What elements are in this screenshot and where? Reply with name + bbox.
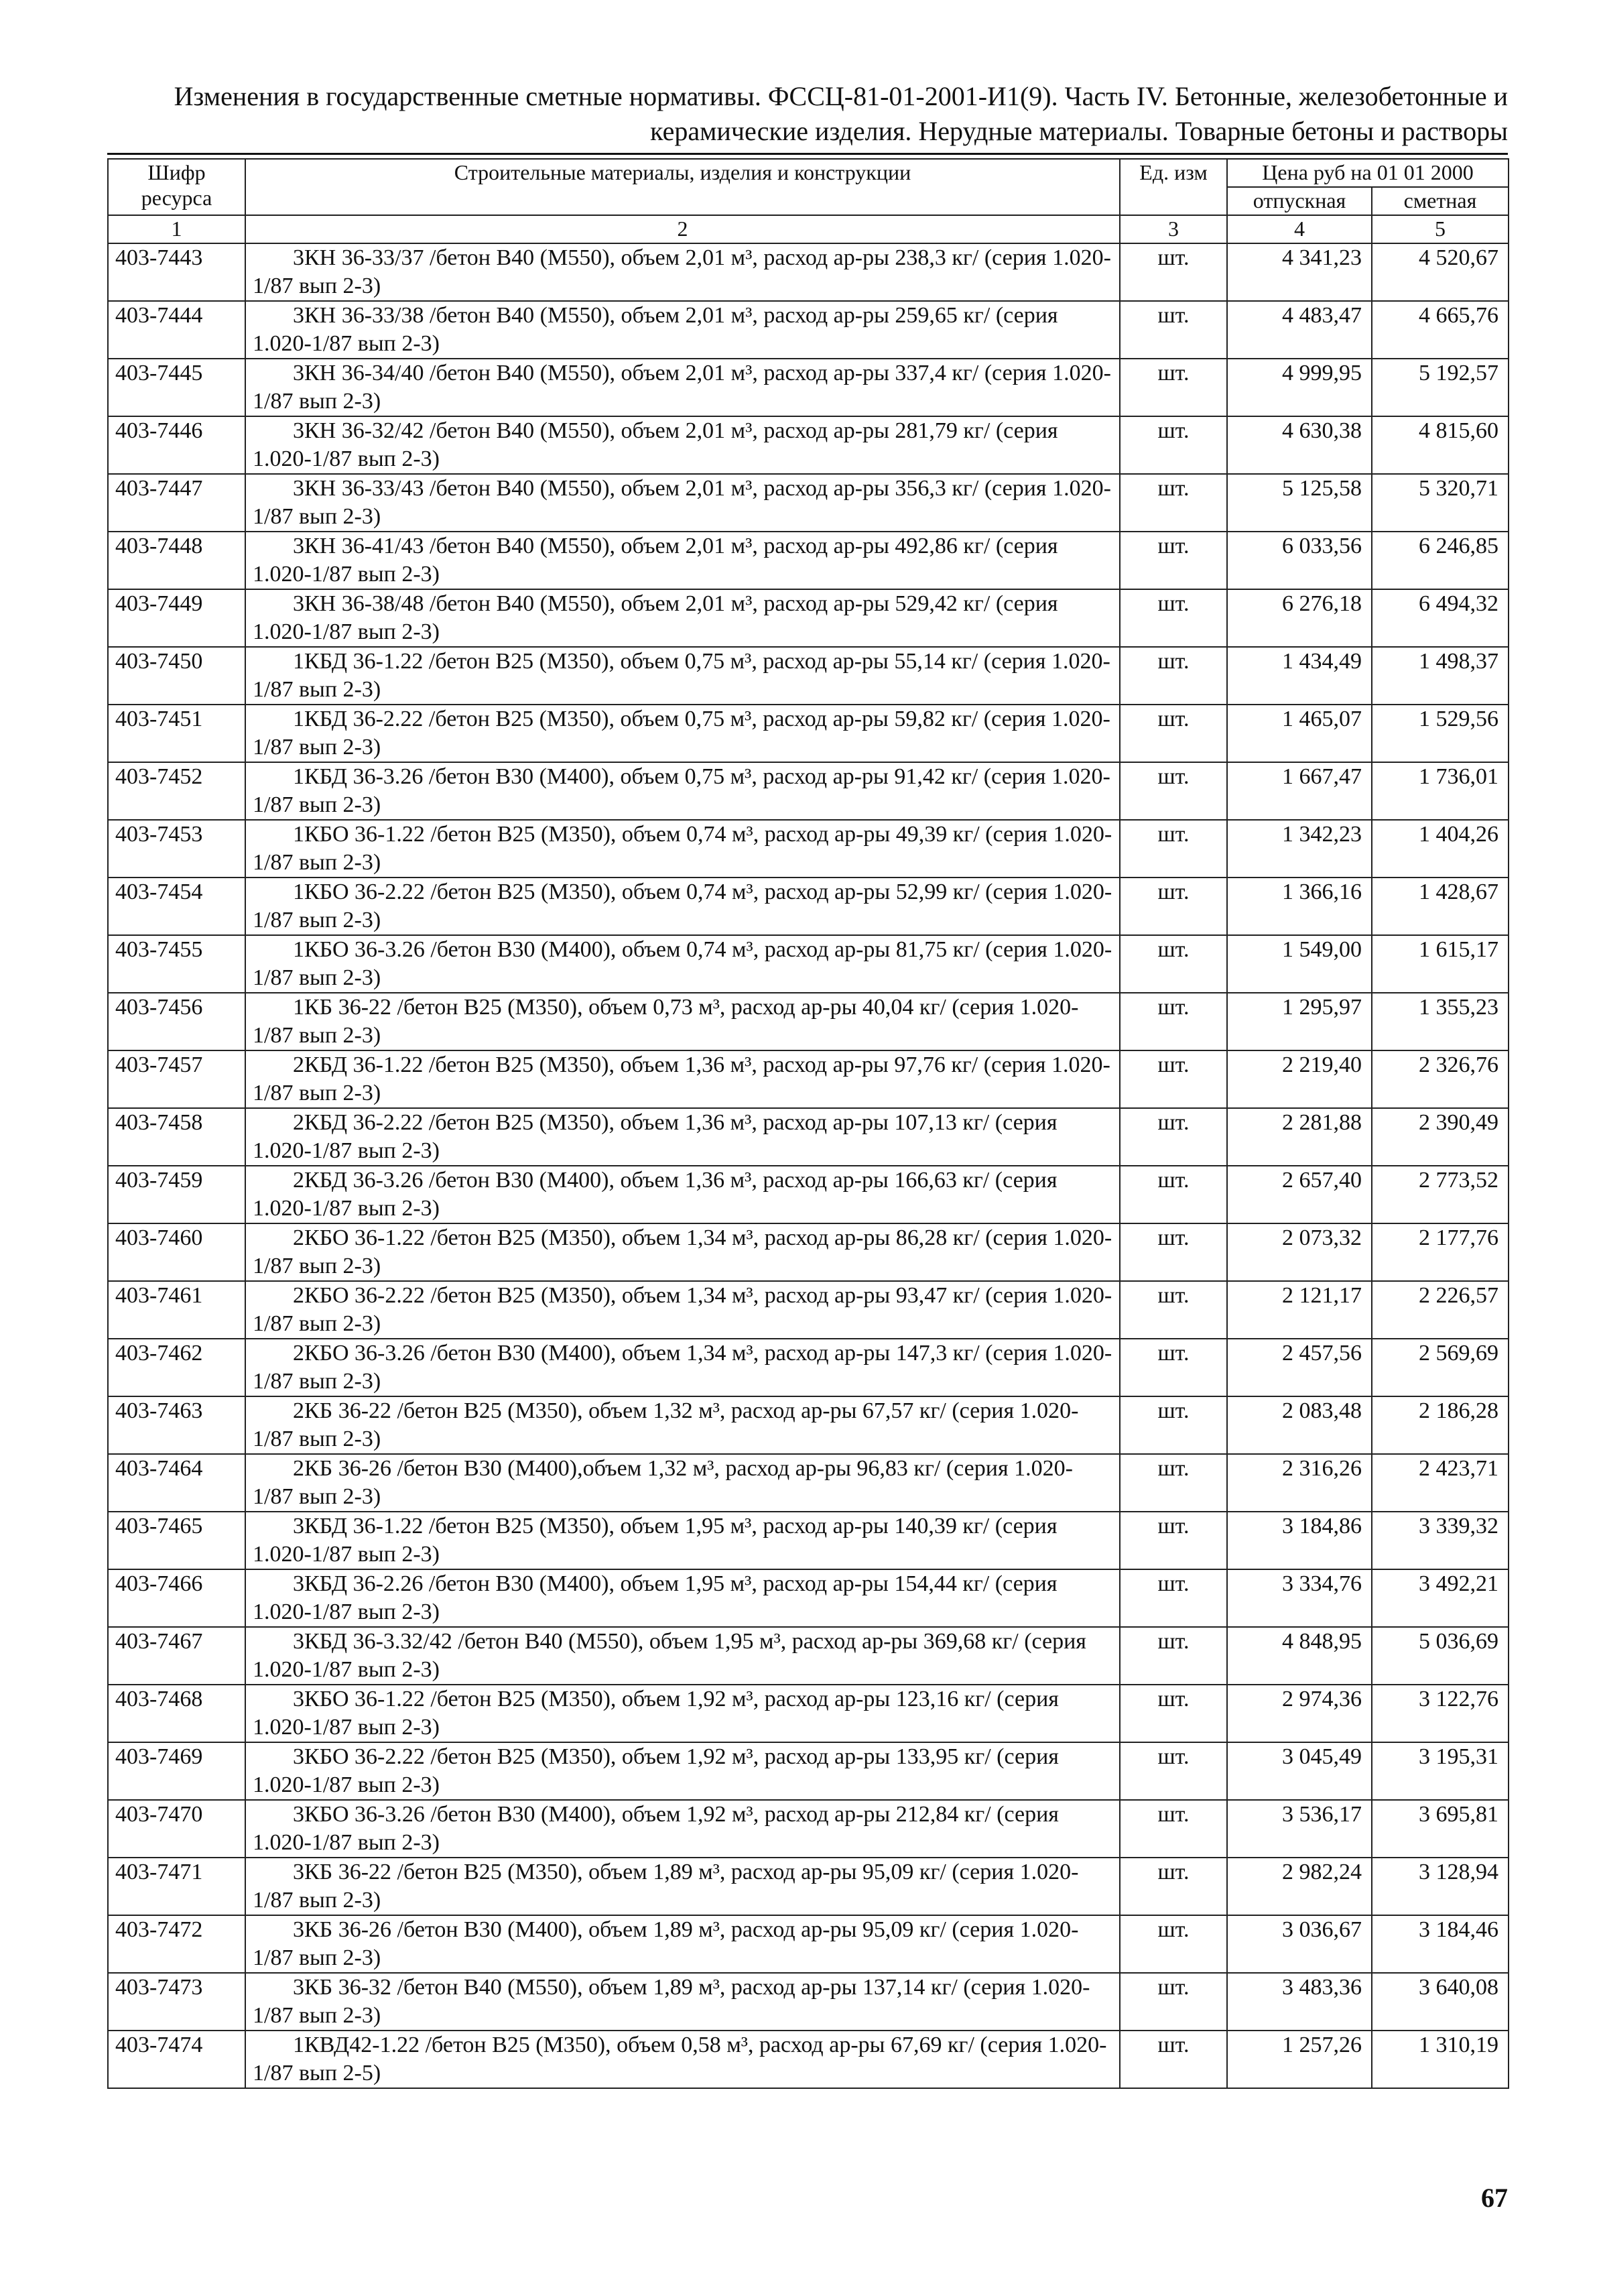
resource-code-cell: 403-7459 (108, 1166, 245, 1223)
release-price-cell: 2 219,40 (1227, 1050, 1372, 1108)
material-description-cell: 3КН 36-33/43 /бетон В40 (М550), объем 2,01 м³, расход ар-ры 356,3 кг/ (серия 1.020-1/87 вып 2-3) (245, 474, 1120, 532)
material-description-cell: 2КБД 36-3.26 /бетон В30 (М400), объем 1,36 м³, расход ар-ры 166,63 кг/ (серия 1.020-1/87 вып 2-3) (245, 1166, 1120, 1223)
material-description-cell: 1КБД 36-3.26 /бетон В30 (М400), объем 0,75 м³, расход ар-ры 91,42 кг/ (серия 1.020-1/87 вып 2-3) (245, 762, 1120, 820)
unit-cell: шт. (1120, 416, 1227, 474)
resource-code-cell: 403-7455 (108, 935, 245, 993)
estimate-price-cell: 3 339,32 (1372, 1512, 1509, 1569)
resource-code-cell: 403-7470 (108, 1800, 245, 1858)
col-header-release-price: отпускная (1227, 187, 1372, 215)
table-row (108, 243, 1509, 301)
table-row (108, 1454, 1509, 1512)
estimate-price-cell: 2 177,76 (1372, 1223, 1509, 1281)
table-row (108, 705, 1509, 762)
estimate-price-cell: 3 695,81 (1372, 1800, 1509, 1858)
release-price-cell: 2 457,56 (1227, 1339, 1372, 1396)
unit-cell: шт. (1120, 1627, 1227, 1685)
estimate-price-cell: 3 184,46 (1372, 1915, 1509, 1973)
release-price-cell: 3 184,86 (1227, 1512, 1372, 1569)
estimate-price-cell: 3 195,31 (1372, 1742, 1509, 1800)
table-row (108, 647, 1509, 705)
release-price-cell: 3 536,17 (1227, 1800, 1372, 1858)
col-header-description: Строительные материалы, изделия и конструкции (245, 159, 1120, 215)
resource-code-cell: 403-7461 (108, 1281, 245, 1339)
unit-cell: шт. (1120, 935, 1227, 993)
material-description-cell: 1КВД42-1.22 /бетон В25 (М350), объем 0,58 м³, расход ар-ры 67,69 кг/ (серия 1.020-1/87 вып 2-5) (245, 2031, 1120, 2088)
unit-cell: шт. (1120, 359, 1227, 416)
unit-cell: шт. (1120, 1454, 1227, 1512)
table-row (108, 1512, 1509, 1569)
table-row (108, 1166, 1509, 1223)
unit-cell: шт. (1120, 705, 1227, 762)
release-price-cell: 2 121,17 (1227, 1281, 1372, 1339)
release-price-cell: 2 281,88 (1227, 1108, 1372, 1166)
resource-code-cell: 403-7446 (108, 416, 245, 474)
release-price-cell: 2 073,32 (1227, 1223, 1372, 1281)
material-description-cell: 3КБ 36-32 /бетон В40 (М550), объем 1,89 м³, расход ар-ры 137,14 кг/ (серия 1.020-1/87 вып 2-3) (245, 1973, 1120, 2031)
material-description-cell: 1КБО 36-1.22 /бетон В25 (М350), объем 0,74 м³, расход ар-ры 49,39 кг/ (серия 1.020-1/87 вып 2-3) (245, 820, 1120, 878)
table-row (108, 1627, 1509, 1685)
material-description-cell: 3КБО 36-1.22 /бетон В25 (М350), объем 1,92 м³, расход ар-ры 123,16 кг/ (серия 1.020-1/87 вып 2-3) (245, 1685, 1120, 1742)
unit-cell: шт. (1120, 1742, 1227, 1800)
unit-cell: шт. (1120, 1050, 1227, 1108)
unit-cell: шт. (1120, 2031, 1227, 2088)
estimate-price-cell: 4 665,76 (1372, 301, 1509, 359)
estimate-price-cell: 6 494,32 (1372, 589, 1509, 647)
unit-cell: шт. (1120, 1569, 1227, 1627)
material-description-cell: 1КБ 36-22 /бетон В25 (М350), объем 0,73 м³, расход ар-ры 40,04 кг/ (серия 1.020-1/87 вып 2-3) (245, 993, 1120, 1050)
release-price-cell: 3 483,36 (1227, 1973, 1372, 2031)
release-price-cell: 4 483,47 (1227, 301, 1372, 359)
release-price-cell: 2 982,24 (1227, 1858, 1372, 1915)
estimate-price-cell: 1 529,56 (1372, 705, 1509, 762)
release-price-cell: 2 316,26 (1227, 1454, 1372, 1512)
estimate-price-cell: 1 310,19 (1372, 2031, 1509, 2088)
material-description-cell: 1КБД 36-2.22 /бетон В25 (М350), объем 0,75 м³, расход ар-ры 59,82 кг/ (серия 1.020-1/87 вып 2-3) (245, 705, 1120, 762)
estimate-price-cell: 4 815,60 (1372, 416, 1509, 474)
unit-cell: шт. (1120, 1108, 1227, 1166)
estimate-price-cell: 3 128,94 (1372, 1858, 1509, 1915)
estimate-price-cell: 3 122,76 (1372, 1685, 1509, 1742)
material-description-cell: 3КН 36-33/37 /бетон В40 (М550), объем 2,01 м³, расход ар-ры 238,3 кг/ (серия 1.020-1/87 вып 2-3) (245, 243, 1120, 301)
column-number: 3 (1120, 215, 1227, 243)
resource-code-cell: 403-7466 (108, 1569, 245, 1627)
material-description-cell: 3КБД 36-3.32/42 /бетон В40 (М550), объем 1,95 м³, расход ар-ры 369,68 кг/ (серия 1.020-1/87 вып 2-3) (245, 1627, 1120, 1685)
table-row (108, 589, 1509, 647)
material-description-cell: 3КН 36-32/42 /бетон В40 (М550), объем 2,01 м³, расход ар-ры 281,79 кг/ (серия 1.020-1/87 вып 2-3) (245, 416, 1120, 474)
unit-cell: шт. (1120, 647, 1227, 705)
resource-code-cell: 403-7458 (108, 1108, 245, 1166)
table-row (108, 416, 1509, 474)
col-header-code: Шифр ресурса (108, 159, 245, 215)
material-description-cell: 2КБД 36-1.22 /бетон В25 (М350), объем 1,36 м³, расход ар-ры 97,76 кг/ (серия 1.020-1/87 вып 2-3) (245, 1050, 1120, 1108)
material-description-cell: 2КБО 36-3.26 /бетон В30 (М400), объем 1,34 м³, расход ар-ры 147,3 кг/ (серия 1.020-1/87 вып 2-3) (245, 1339, 1120, 1396)
estimate-price-cell: 2 226,57 (1372, 1281, 1509, 1339)
table-row (108, 1569, 1509, 1627)
table-row (108, 532, 1509, 589)
release-price-cell: 1 342,23 (1227, 820, 1372, 878)
release-price-cell: 2 657,40 (1227, 1166, 1372, 1223)
resource-code-cell: 403-7471 (108, 1858, 245, 1915)
table-row (108, 1339, 1509, 1396)
resource-code-cell: 403-7451 (108, 705, 245, 762)
table-row (108, 2031, 1509, 2088)
col-header-unit: Ед. изм (1120, 159, 1227, 215)
release-price-cell: 1 434,49 (1227, 647, 1372, 705)
col-header-estimate-price: сметная (1372, 187, 1509, 215)
estimate-price-cell: 1 736,01 (1372, 762, 1509, 820)
release-price-cell: 5 125,58 (1227, 474, 1372, 532)
estimate-price-cell: 3 640,08 (1372, 1973, 1509, 2031)
resource-code-cell: 403-7457 (108, 1050, 245, 1108)
column-number-row (108, 215, 1509, 243)
unit-cell: шт. (1120, 1915, 1227, 1973)
release-price-cell: 1 257,26 (1227, 2031, 1372, 2088)
unit-cell: шт. (1120, 1223, 1227, 1281)
material-description-cell: 1КБО 36-2.22 /бетон В25 (М350), объем 0,74 м³, расход ар-ры 52,99 кг/ (серия 1.020-1/87 вып 2-3) (245, 878, 1120, 935)
material-description-cell: 3КБД 36-2.26 /бетон В30 (М400), объем 1,95 м³, расход ар-ры 154,44 кг/ (серия 1.020-1/87 вып 2-3) (245, 1569, 1120, 1627)
material-description-cell: 2КБ 36-26 /бетон В30 (М400),объем 1,32 м³, расход ар-ры 96,83 кг/ (серия 1.020-1/87 вып 2-3) (245, 1454, 1120, 1512)
page-header (107, 79, 1508, 155)
material-description-cell: 3КН 36-41/43 /бетон В40 (М550), объем 2,01 м³, расход ар-ры 492,86 кг/ (серия 1.020-1/87 вып 2-3) (245, 532, 1120, 589)
table-row (108, 1281, 1509, 1339)
estimate-price-cell: 5 320,71 (1372, 474, 1509, 532)
resource-code-cell: 403-7467 (108, 1627, 245, 1685)
resource-code-cell: 403-7443 (108, 243, 245, 301)
unit-cell: шт. (1120, 993, 1227, 1050)
unit-cell: шт. (1120, 820, 1227, 878)
material-description-cell: 2КБО 36-1.22 /бетон В25 (М350), объем 1,34 м³, расход ар-ры 86,28 кг/ (серия 1.020-1/87 вып 2-3) (245, 1223, 1120, 1281)
resource-code-cell: 403-7447 (108, 474, 245, 532)
release-price-cell: 1 366,16 (1227, 878, 1372, 935)
material-description-cell: 3КН 36-38/48 /бетон В40 (М550), объем 2,01 м³, расход ар-ры 529,42 кг/ (серия 1.020-1/87 вып 2-3) (245, 589, 1120, 647)
release-price-cell: 1 549,00 (1227, 935, 1372, 993)
release-price-cell: 4 630,38 (1227, 416, 1372, 474)
table-row (108, 1685, 1509, 1742)
unit-cell: шт. (1120, 589, 1227, 647)
resource-code-cell: 403-7463 (108, 1396, 245, 1454)
release-price-cell: 3 036,67 (1227, 1915, 1372, 1973)
material-description-cell: 2КБО 36-2.22 /бетон В25 (М350), объем 1,34 м³, расход ар-ры 93,47 кг/ (серия 1.020-1/87 вып 2-3) (245, 1281, 1120, 1339)
resource-code-cell: 403-7450 (108, 647, 245, 705)
table-row (108, 301, 1509, 359)
unit-cell: шт. (1120, 762, 1227, 820)
estimate-price-cell: 2 326,76 (1372, 1050, 1509, 1108)
resource-code-cell: 403-7462 (108, 1339, 245, 1396)
table-row (108, 474, 1509, 532)
table-body (108, 243, 1509, 2088)
resource-code-cell: 403-7456 (108, 993, 245, 1050)
table-row (108, 1223, 1509, 1281)
table-row (108, 1742, 1509, 1800)
release-price-cell: 3 334,76 (1227, 1569, 1372, 1627)
estimate-price-cell: 2 390,49 (1372, 1108, 1509, 1166)
release-price-cell: 6 276,18 (1227, 589, 1372, 647)
resource-code-cell: 403-7469 (108, 1742, 245, 1800)
col-header-price-group: Цена руб на 01 01 2000 (1227, 159, 1509, 187)
table-row (108, 993, 1509, 1050)
unit-cell: шт. (1120, 1396, 1227, 1454)
unit-cell: шт. (1120, 474, 1227, 532)
table-row (108, 935, 1509, 993)
estimate-price-cell: 2 569,69 (1372, 1339, 1509, 1396)
column-number: 4 (1227, 215, 1372, 243)
unit-cell: шт. (1120, 243, 1227, 301)
page-number: 67 (1481, 2183, 1508, 2213)
table-row (108, 1108, 1509, 1166)
table-row (108, 359, 1509, 416)
material-description-cell: 3КБ 36-26 /бетон В30 (М400), объем 1,89 м³, расход ар-ры 95,09 кг/ (серия 1.020-1/87 вып 2-3) (245, 1915, 1120, 1973)
unit-cell: шт. (1120, 1685, 1227, 1742)
unit-cell: шт. (1120, 1973, 1227, 2031)
resource-code-cell: 403-7473 (108, 1973, 245, 2031)
estimate-price-cell: 1 428,67 (1372, 878, 1509, 935)
resource-code-cell: 403-7452 (108, 762, 245, 820)
table-row (108, 762, 1509, 820)
unit-cell: шт. (1120, 1858, 1227, 1915)
release-price-cell: 2 974,36 (1227, 1685, 1372, 1742)
table-row (108, 1973, 1509, 2031)
unit-cell: шт. (1120, 1800, 1227, 1858)
material-description-cell: 2КБД 36-2.22 /бетон В25 (М350), объем 1,36 м³, расход ар-ры 107,13 кг/ (серия 1.020-1/87 вып 2-3) (245, 1108, 1120, 1166)
table-row (108, 1800, 1509, 1858)
material-description-cell: 3КБО 36-3.26 /бетон В30 (М400), объем 1,92 м³, расход ар-ры 212,84 кг/ (серия 1.020-1/87 вып 2-3) (245, 1800, 1120, 1858)
unit-cell: шт. (1120, 1512, 1227, 1569)
table-row (108, 1396, 1509, 1454)
header-line-1: Изменения в государственные сметные нормативы. ФССЦ-81-01-2001-И1(9). Часть IV. Бетонные, железобетонные и (174, 81, 1508, 111)
material-description-cell: 3КБ 36-22 /бетон В25 (М350), объем 1,89 м³, расход ар-ры 95,09 кг/ (серия 1.020-1/87 вып 2-3) (245, 1858, 1120, 1915)
release-price-cell: 1 465,07 (1227, 705, 1372, 762)
resource-code-cell: 403-7472 (108, 1915, 245, 1973)
material-description-cell: 2КБ 36-22 /бетон В25 (М350), объем 1,32 м³, расход ар-ры 67,57 кг/ (серия 1.020-1/87 вып 2-3) (245, 1396, 1120, 1454)
resource-code-cell: 403-7453 (108, 820, 245, 878)
resource-code-cell: 403-7454 (108, 878, 245, 935)
table-row (108, 878, 1509, 935)
release-price-cell: 4 848,95 (1227, 1627, 1372, 1685)
estimate-price-cell: 1 615,17 (1372, 935, 1509, 993)
resource-code-cell: 403-7449 (108, 589, 245, 647)
unit-cell: шт. (1120, 1339, 1227, 1396)
column-number: 5 (1372, 215, 1509, 243)
release-price-cell: 4 999,95 (1227, 359, 1372, 416)
unit-cell: шт. (1120, 878, 1227, 935)
resource-code-cell: 403-7465 (108, 1512, 245, 1569)
release-price-cell: 6 033,56 (1227, 532, 1372, 589)
unit-cell: шт. (1120, 301, 1227, 359)
material-description-cell: 3КН 36-33/38 /бетон В40 (М550), объем 2,01 м³, расход ар-ры 259,65 кг/ (серия 1.020-1/87 вып 2-3) (245, 301, 1120, 359)
material-description-cell: 3КН 36-34/40 /бетон В40 (М550), объем 2,01 м³, расход ар-ры 337,4 кг/ (серия 1.020-1/87 вып 2-3) (245, 359, 1120, 416)
estimate-price-cell: 2 423,71 (1372, 1454, 1509, 1512)
table-row (108, 820, 1509, 878)
unit-cell: шт. (1120, 532, 1227, 589)
resource-code-cell: 403-7460 (108, 1223, 245, 1281)
material-description-cell: 3КБО 36-2.22 /бетон В25 (М350), объем 1,92 м³, расход ар-ры 133,95 кг/ (серия 1.020-1/87 вып 2-3) (245, 1742, 1120, 1800)
resource-code-cell: 403-7448 (108, 532, 245, 589)
column-number: 1 (108, 215, 245, 243)
estimate-price-cell: 5 036,69 (1372, 1627, 1509, 1685)
column-number: 2 (245, 215, 1120, 243)
header-line-2: керамические изделия. Нерудные материалы. Товарные бетоны и растворы (650, 116, 1508, 146)
release-price-cell: 3 045,49 (1227, 1742, 1372, 1800)
resource-code-cell: 403-7464 (108, 1454, 245, 1512)
unit-cell: шт. (1120, 1281, 1227, 1339)
unit-cell: шт. (1120, 1166, 1227, 1223)
estimate-price-cell: 3 492,21 (1372, 1569, 1509, 1627)
estimate-price-cell: 5 192,57 (1372, 359, 1509, 416)
material-description-cell: 1КБО 36-3.26 /бетон В30 (М400), объем 0,74 м³, расход ар-ры 81,75 кг/ (серия 1.020-1/87 вып 2-3) (245, 935, 1120, 993)
table-row (108, 1858, 1509, 1915)
estimate-price-cell: 4 520,67 (1372, 243, 1509, 301)
estimate-price-cell: 2 773,52 (1372, 1166, 1509, 1223)
resource-code-cell: 403-7468 (108, 1685, 245, 1742)
release-price-cell: 4 341,23 (1227, 243, 1372, 301)
release-price-cell: 1 295,97 (1227, 993, 1372, 1050)
table-row (108, 1050, 1509, 1108)
release-price-cell: 1 667,47 (1227, 762, 1372, 820)
material-description-cell: 1КБД 36-1.22 /бетон В25 (М350), объем 0,75 м³, расход ар-ры 55,14 кг/ (серия 1.020-1/87 вып 2-3) (245, 647, 1120, 705)
estimate-price-cell: 2 186,28 (1372, 1396, 1509, 1454)
release-price-cell: 2 083,48 (1227, 1396, 1372, 1454)
resource-code-cell: 403-7444 (108, 301, 245, 359)
material-description-cell: 3КБД 36-1.22 /бетон В25 (М350), объем 1,95 м³, расход ар-ры 140,39 кг/ (серия 1.020-1/87 вып 2-3) (245, 1512, 1120, 1569)
resource-price-table (107, 158, 1509, 2089)
resource-code-cell: 403-7474 (108, 2031, 245, 2088)
resource-code-cell: 403-7445 (108, 359, 245, 416)
table-row (108, 1915, 1509, 1973)
estimate-price-cell: 1 355,23 (1372, 993, 1509, 1050)
estimate-price-cell: 1 404,26 (1372, 820, 1509, 878)
estimate-price-cell: 6 246,85 (1372, 532, 1509, 589)
estimate-price-cell: 1 498,37 (1372, 647, 1509, 705)
